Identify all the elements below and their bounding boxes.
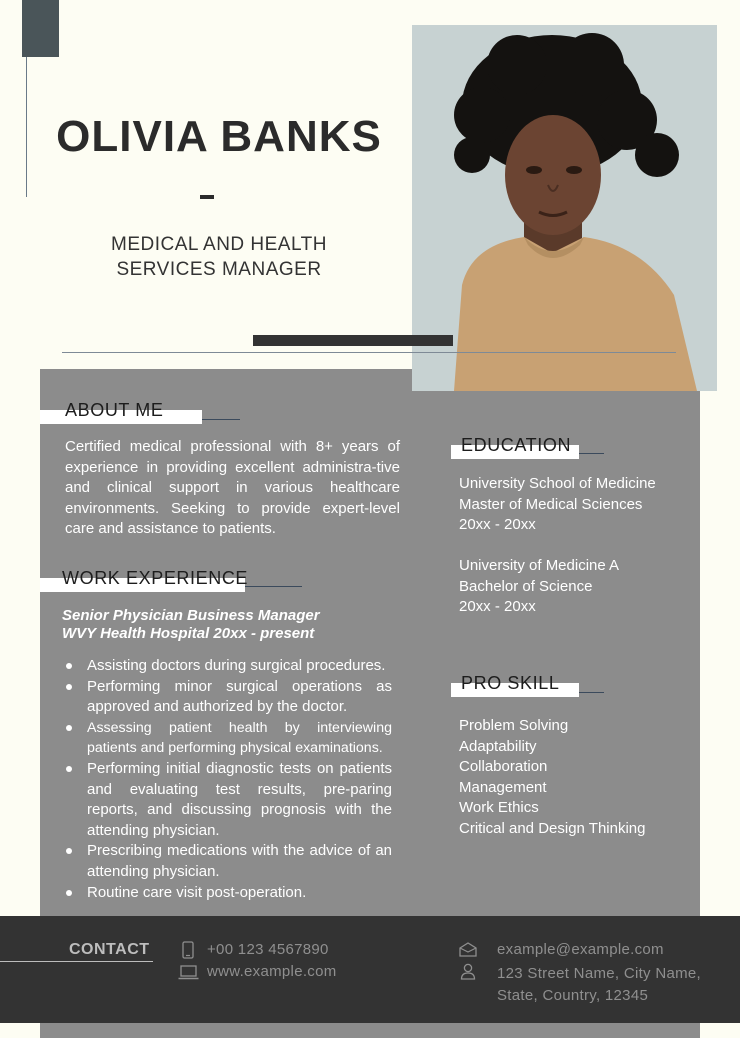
profile-photo [412, 25, 717, 391]
accent-vertical-line [26, 57, 27, 197]
education-entry-1 [459, 474, 656, 536]
about-text: Certified medical professional with 8+ years of experience in providing excellent administra-tive and clinical support in various healthcare environments. Seeking to provide expert-level care and assistance to patients. [65, 438, 400, 538]
header-divider-line [62, 352, 676, 353]
job-title-line-1: MEDICAL AND HEALTH [111, 234, 327, 255]
education-years: 20xx - 20xx [459, 516, 536, 534]
education-years: 20xx - 20xx [459, 598, 536, 616]
list-item: Work Ethics [459, 799, 539, 817]
skills-list [459, 716, 645, 840]
list-item: Adaptability [459, 737, 537, 755]
work-heading-line [245, 586, 302, 587]
contact-email: example@example.com [497, 941, 664, 958]
candidate-name: OLIVIA BANKS [56, 112, 382, 161]
education-degree: Master of Medical Sciences [459, 495, 643, 513]
portrait-illustration [412, 25, 717, 391]
skills-heading-line [579, 692, 604, 693]
contact-heading: CONTACT [69, 941, 150, 958]
list-item: Performing minor surgical operations as approved and authorized by the doctor. [62, 677, 392, 718]
contact-address-line-1: 123 Street Name, City Name, [497, 965, 702, 982]
list-item: Collaboration [459, 758, 548, 776]
skills-heading: PRO SKILL [461, 673, 560, 693]
about-heading: ABOUT ME [65, 400, 164, 420]
education-entry-2 [459, 556, 619, 618]
work-role-title: Senior Physician Business Manager [62, 607, 320, 624]
list-item: Problem Solving [459, 717, 569, 734]
about-heading-line [202, 419, 240, 420]
mail-icon [459, 942, 477, 957]
contact-heading-line [0, 961, 153, 962]
name-divider [200, 195, 214, 199]
job-title-line-2: SERVICES MANAGER [116, 259, 322, 280]
work-bullet-list [62, 656, 392, 903]
list-item: Performing initial diagnostic tests on patients and evaluating test results, pre-paring reports, and discussing prognosis with the attending physician. [62, 759, 392, 841]
contact-website: www.example.com [207, 963, 337, 980]
education-school: University of Medicine A [459, 557, 620, 574]
education-heading-line [579, 453, 604, 454]
work-role-employer: WVY Health Hospital 20xx - present [62, 625, 315, 642]
education-school: University School of Medicine [459, 475, 656, 492]
contact-phone: +00 123 4567890 [207, 941, 329, 958]
contact-address-line-2: State, Country, 12345 [497, 987, 649, 1004]
list-item: Prescribing medications with the advice of an attending physician. [62, 841, 392, 882]
job-title [60, 232, 378, 282]
list-item: Management [459, 778, 547, 796]
laptop-icon [178, 965, 199, 980]
accent-bar [253, 335, 453, 346]
accent-block [22, 0, 59, 57]
user-location-icon [460, 963, 476, 980]
work-heading: WORK EXPERIENCE [62, 568, 249, 588]
phone-icon [182, 941, 194, 959]
contact-address [497, 963, 701, 1007]
list-item: Critical and Design Thinking [459, 819, 646, 837]
list-item: Assessing patient health by interviewing patients and performing physical examinations. [62, 718, 392, 759]
work-role [62, 607, 320, 643]
list-item: Assisting doctors during surgical procedures. [62, 656, 392, 677]
list-item: Routine care visit post-operation. [62, 883, 392, 904]
education-degree: Bachelor of Science [459, 577, 593, 595]
education-heading: EDUCATION [461, 435, 572, 455]
